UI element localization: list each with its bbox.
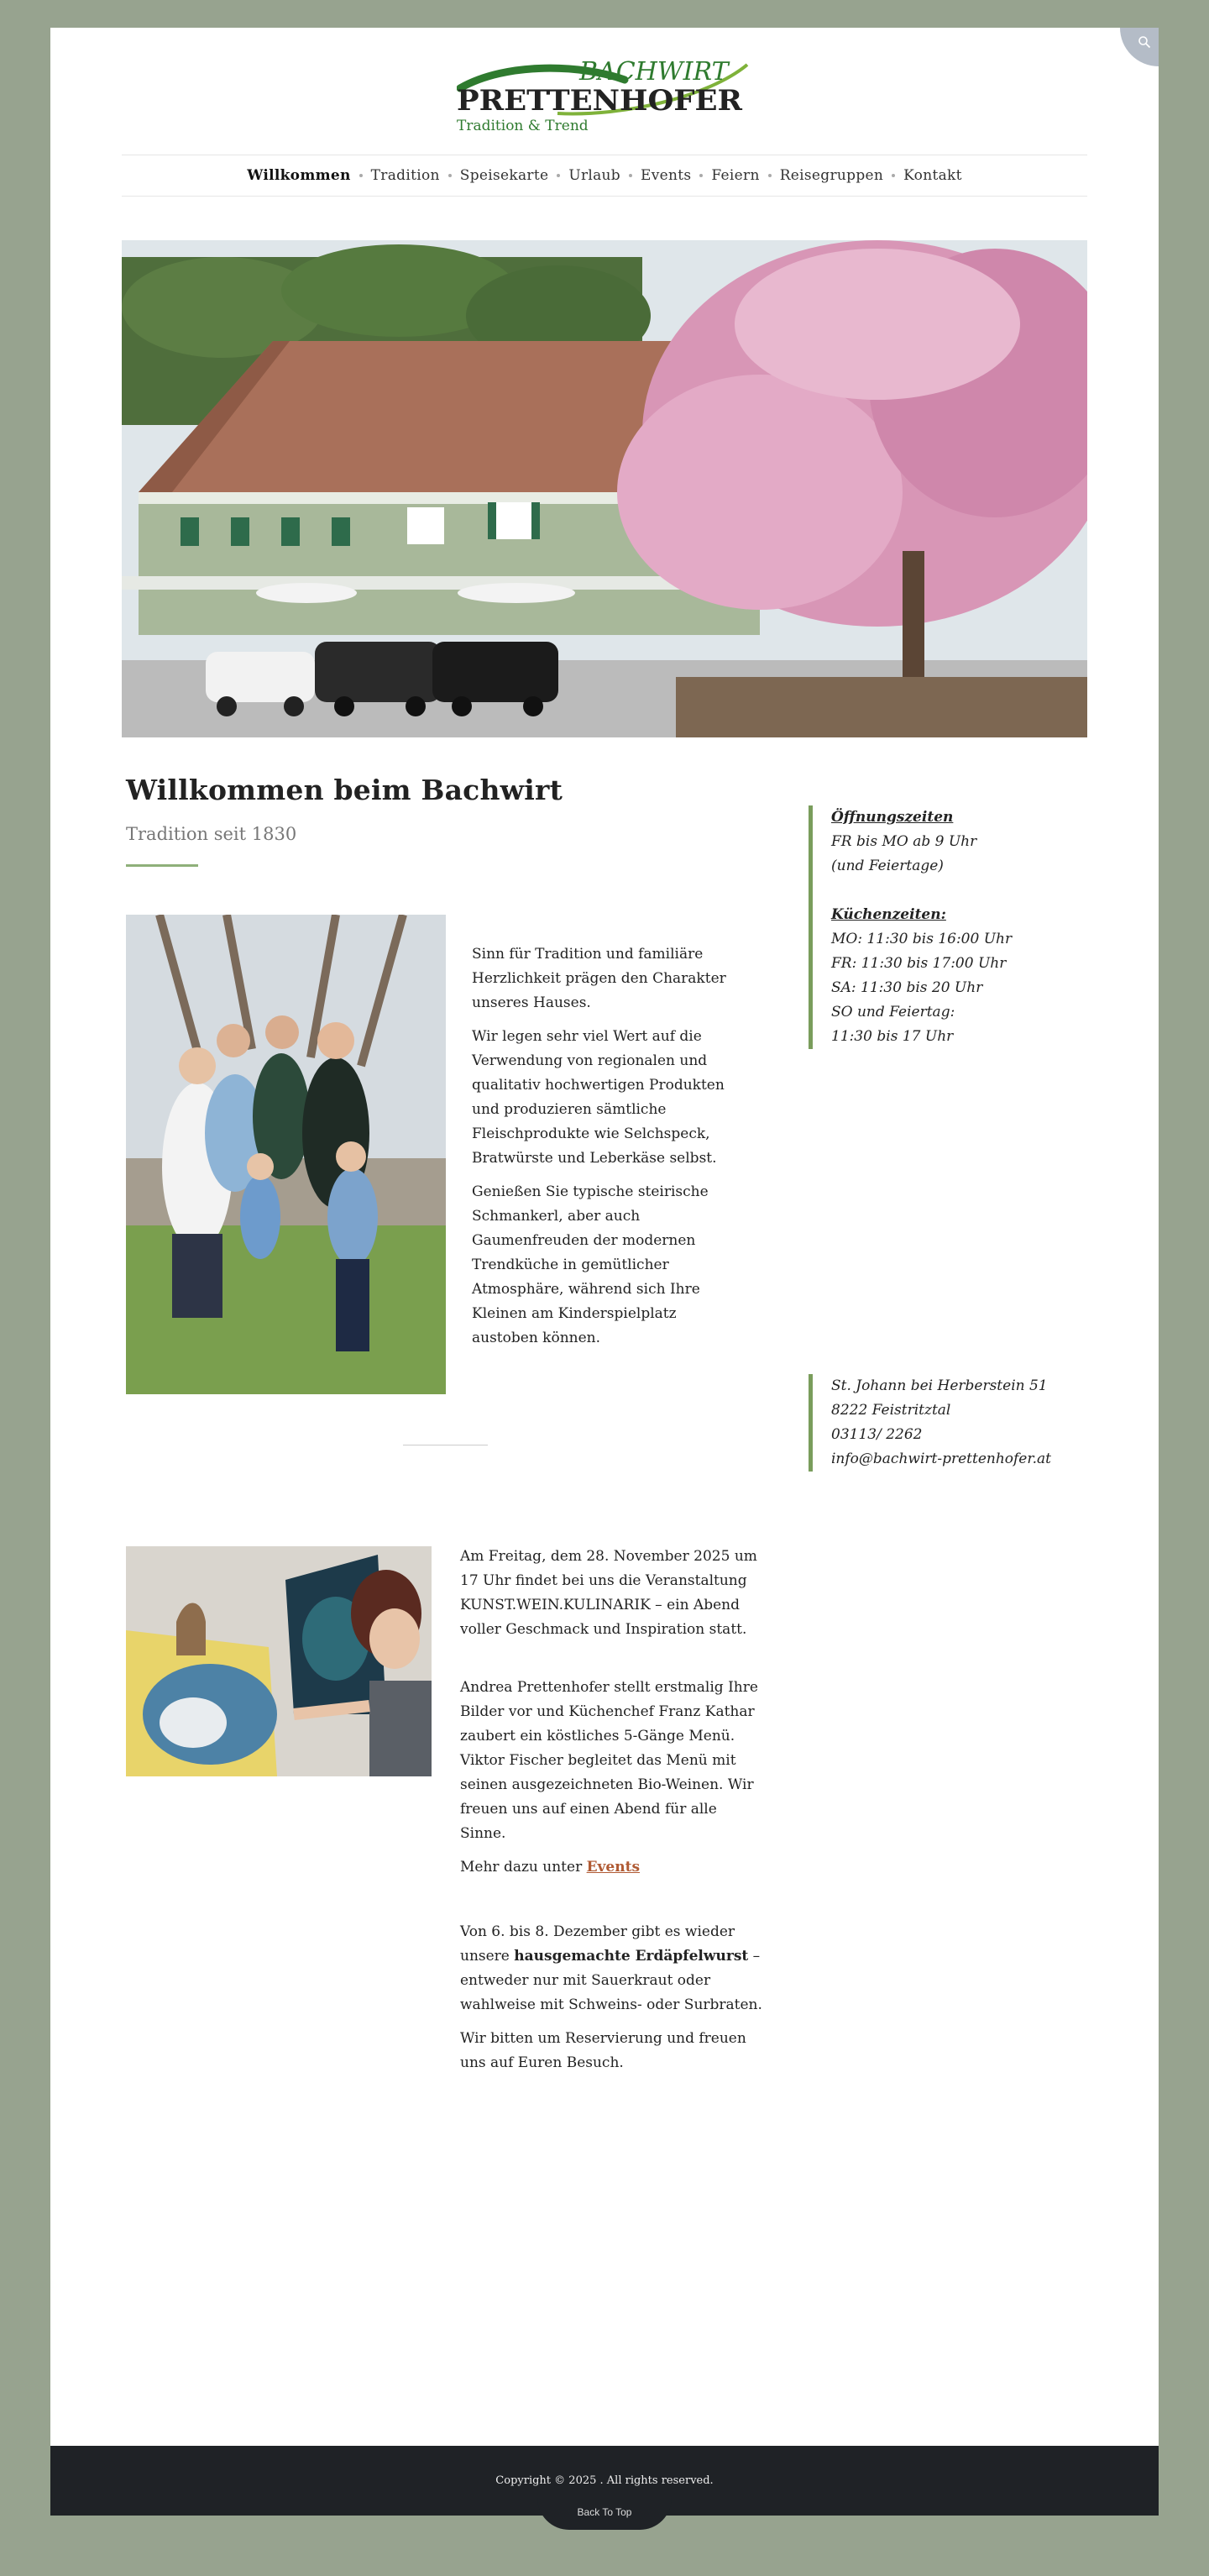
site-logo[interactable] (457, 55, 752, 139)
title-underline (126, 864, 198, 867)
intro-text (472, 942, 741, 1360)
nav-events[interactable]: Events (641, 167, 692, 184)
nav-tradition[interactable]: Tradition (370, 167, 440, 184)
page-subtitle: Tradition seit 1830 (126, 824, 297, 844)
intro-paragraph: Sinn für Tradition und familiäre Herzlichkeit prägen den Charakter unseres Hauses. (472, 946, 726, 1011)
event-paragraph: Andrea Prettenhofer stellt erstmalig Ihre Bilder vor und Küchenchef Franz Kathar zaubert ein köstliches 5-Gänge Menü. Viktor Fischer begleitet das Menü mit seinen ausgezeichneten Bio-Weinen. Wir freuen uns auf einen Abend für alle Sinne. (460, 1679, 758, 1842)
nav-feiern[interactable]: Feiern (711, 167, 760, 184)
intro-paragraph: Wir legen sehr viel Wert auf die Verwendung von regionalen und qualitativ hochwertigen Produkten und produzieren sämtliche Fleischprodukte wie Selchspeck, Bratwürste und Leberkäse selbst. (472, 1028, 725, 1167)
intro-paragraph: Genießen Sie typische steirische Schmankerl, aber auch Gaumenfreuden der modernen Trendküche in gemütlicher Atmosphäre, während sich Ihre Kleinen am Kinderspielplatz austoben können. (472, 1183, 709, 1346)
hero-image (122, 240, 1087, 737)
special-paragraph (460, 1920, 771, 2017)
event-paragraph: Am Freitag, dem 28. November 2025 um 17 Uhr findet bei uns die Veranstaltung KUNST.WEIN.KULINARIK – ein Abend voller Geschmack und Inspiration statt. (460, 1548, 757, 1638)
search-toggle[interactable] (1120, 28, 1159, 66)
event-more-label: Mehr dazu unter (460, 1859, 587, 1876)
kitchen-hours-title: Küchenzeiten: (831, 906, 946, 923)
contact-street: St. Johann bei Herberstein 51 (831, 1377, 1048, 1394)
special-prefix: Von 6. bis 8. Dezember gibt es wieder unsere (460, 1923, 735, 1965)
special-text (460, 1920, 771, 2085)
page-title: Willkommen beim Bachwirt (126, 774, 563, 806)
contact-box (809, 1374, 1060, 1472)
nav-speisekarte[interactable]: Speisekarte (459, 167, 549, 184)
opening-hours-title: Öffnungszeiten (831, 809, 954, 826)
nav-urlaub[interactable]: Urlaub (568, 167, 620, 184)
kitchen-hours-line: 11:30 bis 17 Uhr (831, 1028, 954, 1045)
svg-text:PRETTENHOFER: PRETTENHOFER (457, 84, 743, 118)
kitchen-hours-line: SO und Feiertag: (831, 1004, 955, 1020)
special-suffix: – entweder nur mit Sauerkraut oder wahlweise mit Schweins- oder Surbraten. (460, 1948, 762, 2013)
nav-reisegruppen[interactable]: Reisegruppen (779, 167, 884, 184)
special-highlight: hausgemachte Erdäpfelwurst (514, 1948, 749, 1965)
painting-photo (126, 1546, 432, 1776)
events-link[interactable]: Events (586, 1859, 641, 1876)
nav-kontakt[interactable]: Kontakt (903, 167, 962, 184)
contact-phone[interactable]: 03113/ 2262 (831, 1426, 923, 1443)
back-to-top-button[interactable]: Back To Top (537, 2498, 672, 2530)
special-paragraph: Wir bitten um Reservierung und freuen uns auf Euren Besuch. (460, 2030, 746, 2071)
family-photo (126, 915, 446, 1394)
opening-hours-line: FR bis MO ab 9 Uhr (831, 833, 977, 850)
event-more (460, 1855, 759, 1880)
copyright-text: Copyright © 2025 . All rights reserved. (495, 2474, 714, 2487)
event-text (460, 1545, 759, 1889)
page-container (50, 28, 1159, 2516)
contact-city: 8222 Feistritztal (831, 1402, 951, 1419)
nav-willkommen[interactable]: Willkommen (247, 167, 351, 184)
contact-email[interactable]: info@bachwirt-prettenhofer.at (831, 1451, 1051, 1467)
svg-text:BACHWIRT: BACHWIRT (579, 57, 729, 87)
search-icon (1138, 35, 1151, 49)
opening-hours-line: (und Feiertage) (831, 858, 944, 874)
kitchen-hours-line: SA: 11:30 bis 20 Uhr (831, 979, 983, 996)
kitchen-hours-line: FR: 11:30 bis 17:00 Uhr (831, 955, 1007, 972)
main-nav (122, 155, 1087, 197)
svg-text:Tradition & Trend: Tradition & Trend (457, 118, 589, 134)
opening-hours (809, 805, 1060, 1049)
kitchen-hours-line: MO: 11:30 bis 16:00 Uhr (831, 931, 1013, 947)
